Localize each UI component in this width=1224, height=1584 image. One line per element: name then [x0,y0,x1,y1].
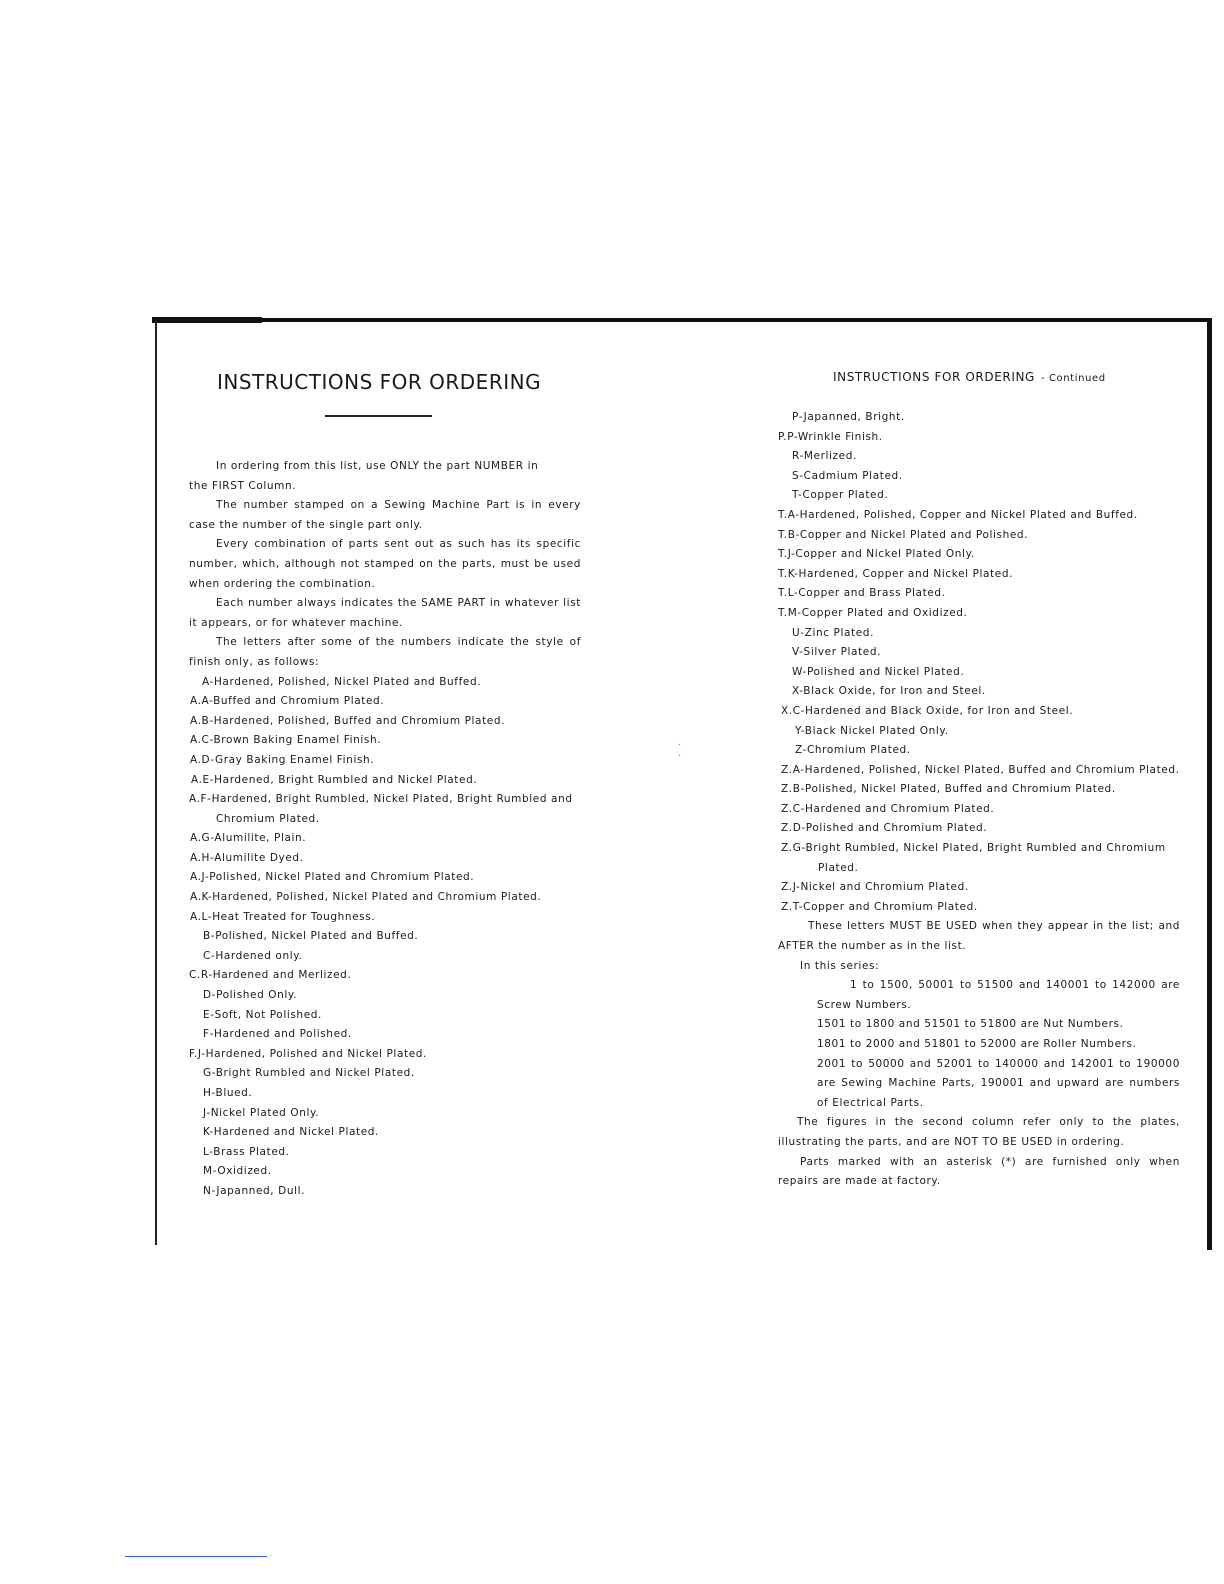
finish-item: Z.T-Copper and Chromium Plated. [781,900,978,913]
finish-item: Z.G-Bright Rumbled, Nickel Plated, Bright Rumbled and Chromium [781,842,1166,855]
finish-item: L-Brass Plated. [203,1145,290,1158]
paragraph: Every combination of parts sent out as such has its specific number, which, although not stamped on the parts, must be used when ordering the combination. [189,538,581,590]
finish-item: F-Hardened and Polished. [203,1028,352,1041]
finish-item: A.L-Heat Treated for Toughness. [190,910,376,923]
finish-item: A.D-Gray Baking Enamel Finish. [190,753,375,766]
figures-note: The figures in the second column refer only to the plates, illustrating the parts, and are NOT TO BE USED in ordering. [778,1116,1180,1148]
finish-item: C-Hardened only. [203,949,303,962]
finish-item: T.A-Hardened, Polished, Copper and Nickel Plated and Buffed. [778,508,1138,521]
series-item: 2001 to 50000 and 52001 to 140000 and 142001 to 190000 are Sewing Machine Parts, 190001 and upward are numbers of Electrical Parts. [817,1057,1180,1109]
continued-title [833,370,1106,384]
finish-item: A.E-Hardened, Bright Rumbled and Nickel Plated. [191,773,478,786]
finish-item: Z.B-Polished, Nickel Plated, Buffed and Chromium Plated. [781,783,1116,796]
finish-item: P-Japanned, Bright. [792,411,905,423]
finish-item: Y-Black Nickel Plated Only. [795,724,949,737]
finish-item: A.B-Hardened, Polished, Buffed and Chromium Plated. [190,714,506,727]
finish-item: A.F-Hardened, Bright Rumbled, Nickel Plated, Bright Rumbled and [189,793,573,806]
finish-item: Z-Chromium Plated. [795,744,911,757]
letters-note: These letters MUST BE USED when they appear in the list; and AFTER the number as in the list. [778,920,1180,953]
finish-item: W-Polished and Nickel Plated. [792,665,965,678]
page-title: INSTRUCTIONS FOR ORDERING [217,370,542,394]
finish-item: A.K-Hardened, Polished, Nickel Plated and Chromium Plated. [190,891,542,904]
finish-item: Z.C-Hardened and Chromium Plated. [781,802,995,815]
finish-item: S-Cadmium Plated. [792,469,903,482]
finish-item: F.J-Hardened, Polished and Nickel Plated. [189,1047,427,1060]
title-rule [325,415,432,417]
finish-item: Z.J-Nickel and Chromium Plated. [781,881,969,894]
finish-item: A-Hardened, Polished, Nickel Plated and Buffed. [202,675,482,688]
asterisk-note: Parts marked with an asterisk (*) are furnished only when repairs are made at factory. [778,1155,1180,1188]
paragraph: The letters after some of the numbers indicate the style of finish only, as follows: [189,636,581,668]
finish-item: A.A-Buffed and Chromium Plated. [190,695,385,708]
page-border-left [155,320,157,1245]
finish-item: T.L-Copper and Brass Plated. [778,587,946,600]
finish-item: T.M-Copper Plated and Oxidized. [778,606,968,619]
finish-item: U-Zinc Plated. [792,626,875,639]
finish-item: V-Silver Plated. [792,646,882,659]
finish-item: A.J-Polished, Nickel Plated and Chromium Plated. [190,871,475,884]
finish-item: A.G-Alumilite, Plain. [190,832,307,845]
finish-item: Z.D-Polished and Chromium Plated. [781,822,988,835]
finish-item: T-Copper Plated. [792,489,889,502]
finish-item: H-Blued. [203,1087,253,1099]
page-border-top [152,318,1212,322]
finish-item: G-Bright Rumbled and Nickel Plated. [203,1067,415,1080]
bottom-underline [125,1556,267,1557]
paragraph: The number stamped on a Sewing Machine Part is in every case the number of the single part only. [189,499,581,531]
gutter-marks: · · [678,740,682,762]
finish-item: P.P-Wrinkle Finish. [778,430,883,443]
finish-item: T.B-Copper and Nickel Plated and Polished. [778,528,1029,541]
finish-item: M-Oxidized. [203,1165,272,1178]
paragraph: the FIRST Column. [189,479,297,492]
finish-item: T.K-Hardened, Copper and Nickel Plated. [778,567,1014,580]
finish-item: J-Nickel Plated Only. [203,1106,320,1119]
series-item: 1 to 1500, 50001 to 51500 and 140001 to 142000 are Screw Numbers. [817,979,1180,1011]
finish-item: X.C-Hardened and Black Oxide, for Iron and Steel. [781,704,1074,717]
finish-item: X-Black Oxide, for Iron and Steel. [792,685,986,698]
finish-item: A.C-Brown Baking Enamel Finish. [190,734,382,747]
paragraph: Each number always indicates the SAME PART in whatever list it appears, or for whatever machine. [189,597,581,629]
finish-item: Chromium Plated. [216,812,320,825]
series-item: 1801 to 2000 and 51801 to 52000 are Roller Numbers. [817,1038,1137,1050]
finish-item: Plated. [818,861,859,874]
finish-item: Z.A-Hardened, Polished, Nickel Plated, Buffed and Chromium Plated. [781,763,1180,776]
continued-title-text: INSTRUCTIONS FOR ORDERING [833,370,1035,384]
finish-item: A.H-Alumilite Dyed. [190,851,304,864]
left-column [189,457,581,1202]
finish-item: B-Polished, Nickel Plated and Buffed. [203,930,419,943]
finish-item: R-Merlized. [792,450,857,463]
continued-label: - Continued [1040,373,1106,384]
finish-item: D-Polished Only. [203,989,298,1002]
finish-item: E-Soft, Not Polished. [203,1008,322,1021]
series-item: 1501 to 1800 and 51501 to 51800 are Nut Numbers. [817,1018,1124,1031]
series-intro: In this series: [800,959,880,972]
right-column [778,408,1180,1192]
finish-item: K-Hardened and Nickel Plated. [203,1126,379,1139]
paragraph: In ordering from this list, use ONLY the part NUMBER in [216,460,539,472]
finish-item: C.R-Hardened and Merlized. [189,969,352,982]
finish-item: T.J-Copper and Nickel Plated Only. [778,548,975,561]
page-border-right [1207,320,1212,1250]
finish-item: N-Japanned, Dull. [203,1184,306,1197]
